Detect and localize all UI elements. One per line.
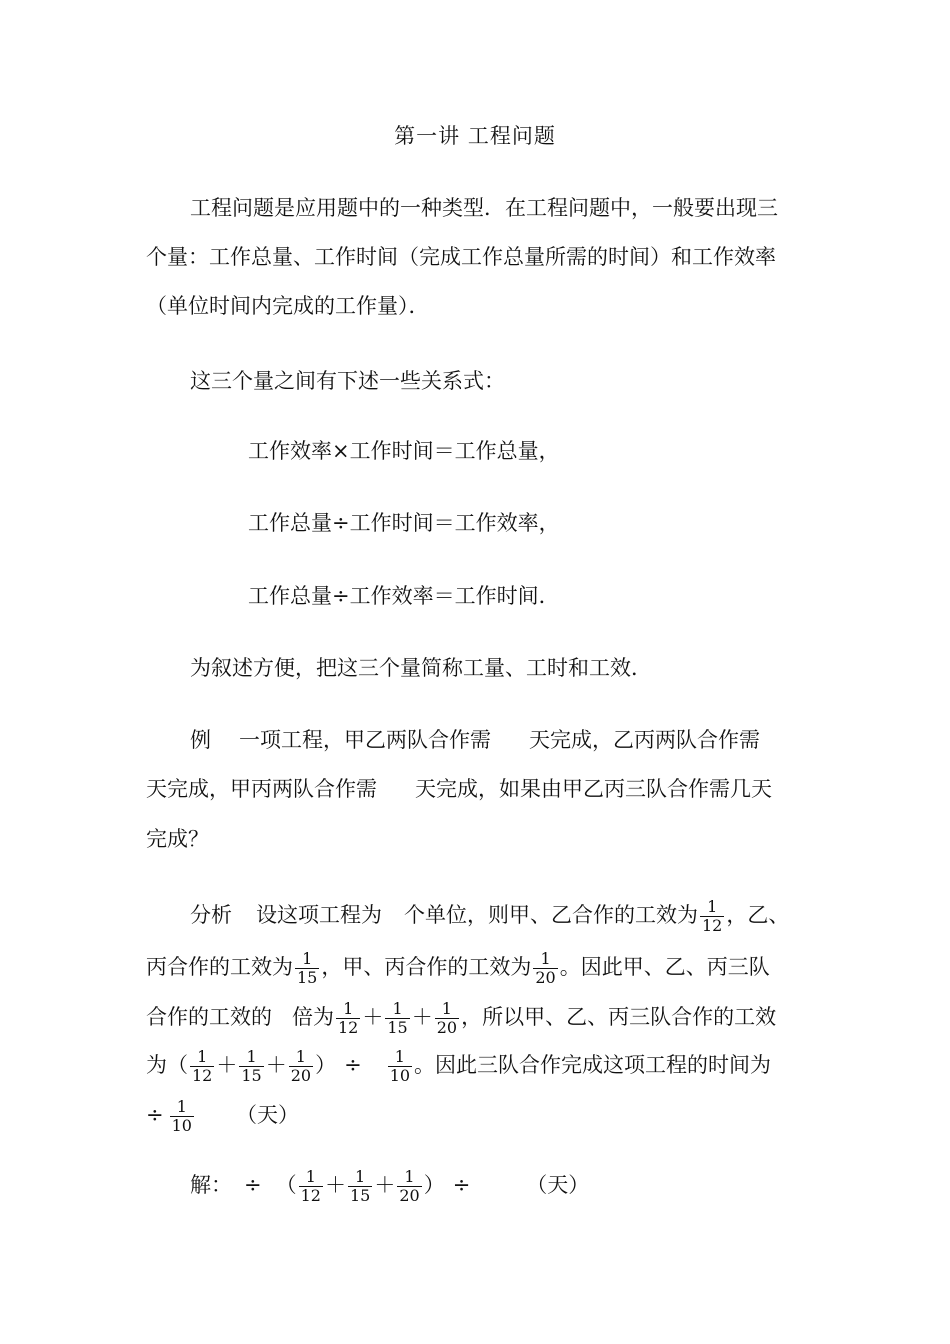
fraction-1-10: $\frac{1}{10}$ <box>389 1047 411 1085</box>
intro-line-1: 工程问题是应用题中的一种类型．在工程问题中，一般要出现三 <box>190 196 778 220</box>
formula-2: 工作总量÷工作时间＝工作效率， <box>248 511 560 535</box>
fraction-1-15: $\frac{1}{15}$ <box>387 999 408 1037</box>
right-paren: ） <box>315 1053 337 1077</box>
fraction-1-15: $\frac{1}{15}$ <box>297 949 318 987</box>
analysis-text-d3: 。因此三队合作完成这项工程的时间为 <box>414 1053 772 1077</box>
plus-sign: ＋ <box>324 1173 346 1197</box>
example-text-3: 天完成，甲丙两队合作需 <box>146 777 377 801</box>
divide-sign: ÷ <box>244 1173 262 1197</box>
relations-intro: 这三个量之间有下述一些关系式： <box>190 369 505 393</box>
example-text-2: 天完成，乙丙两队合作需 <box>529 728 760 752</box>
abbreviation-note: 为叙述方便，把这三个量简称工量、工时和工效． <box>190 656 652 680</box>
analysis-text-a1: 设这项工程为 <box>256 903 382 927</box>
formula-1: 工作效率×工作时间＝工作总量， <box>248 439 560 463</box>
solution-line <box>190 1168 589 1205</box>
page-title: 第一讲 工程问题 <box>394 124 556 148</box>
example-line-3: 完成？ <box>146 827 209 851</box>
analysis-text-b3: 。因此甲、乙、丙三队 <box>559 955 770 979</box>
fraction-1-15: $\frac{1}{15}$ <box>349 1167 371 1205</box>
example-label: 例 <box>190 728 211 752</box>
fraction-1-20: $\frac{1}{20}$ <box>535 949 556 987</box>
plus-sign: ＋ <box>411 1005 433 1029</box>
analysis-label: 分析 <box>190 903 232 927</box>
formula-3: 工作总量÷工作效率＝工作时间． <box>248 584 560 608</box>
analysis-text-b1: 丙合作的工效为 <box>146 955 293 979</box>
analysis-line-3 <box>146 1000 776 1037</box>
plus-sign: ＋ <box>374 1173 396 1197</box>
plus-sign: ＋ <box>362 1005 384 1029</box>
intro-line-3: （单位时间内完成的工作量）． <box>146 294 430 318</box>
example-text-4: 天完成，如果由甲乙丙三队合作需几天 <box>415 777 772 801</box>
right-paren: ） <box>423 1173 445 1197</box>
divide-sign: ÷ <box>146 1103 164 1127</box>
analysis-text-c3: ，所以甲、乙、丙三队合作的工效 <box>461 1005 777 1029</box>
analysis-text-a2: 个单位，则甲、乙合作的工效为 <box>404 903 698 927</box>
fraction-1-12: $\frac{1}{12}$ <box>338 999 359 1037</box>
plus-sign: ＋ <box>265 1053 287 1077</box>
fraction-1-12: $\frac{1}{12}$ <box>300 1167 321 1205</box>
analysis-line-1 <box>190 898 789 935</box>
example-text-1: 一项工程，甲乙两队合作需 <box>239 728 491 752</box>
analysis-text-c1: 合作的工效的 <box>146 1005 272 1029</box>
solution-label: 解： <box>190 1173 232 1197</box>
fraction-1-10: $\frac{1}{10}$ <box>171 1097 192 1135</box>
days-unit: （天） <box>526 1173 590 1197</box>
example-line-1 <box>190 725 760 755</box>
fraction-1-12: $\frac{1}{12}$ <box>702 897 723 935</box>
fraction-1-15: $\frac{1}{15}$ <box>241 1047 262 1085</box>
days-unit: （天） <box>235 1103 299 1127</box>
intro-line-2: 个量：工作总量、工作时间（完成工作总量所需的时间）和工作效率 <box>146 245 776 269</box>
example-line-2 <box>146 774 772 804</box>
analysis-line-5 <box>146 1098 299 1135</box>
fraction-1-20: $\frac{1}{20}$ <box>399 1167 420 1205</box>
left-paren: （ <box>275 1173 297 1197</box>
analysis-text-a3: ，乙、 <box>726 903 790 927</box>
plus-sign: ＋ <box>216 1053 238 1077</box>
analysis-text-c2: 倍为 <box>292 1005 334 1029</box>
analysis-line-2 <box>146 950 770 987</box>
analysis-line-4 <box>146 1048 771 1085</box>
analysis-text-b2: ，甲、丙合作的工效为 <box>321 955 532 979</box>
fraction-1-20: $\frac{1}{20}$ <box>290 1047 312 1085</box>
analysis-text-d1: 为（ <box>146 1053 188 1077</box>
divide-sign: ÷ <box>452 1173 471 1197</box>
fraction-1-12: $\frac{1}{12}$ <box>192 1047 213 1085</box>
fraction-1-20: $\frac{1}{20}$ <box>436 999 458 1037</box>
divide-sign: ÷ <box>344 1053 362 1077</box>
